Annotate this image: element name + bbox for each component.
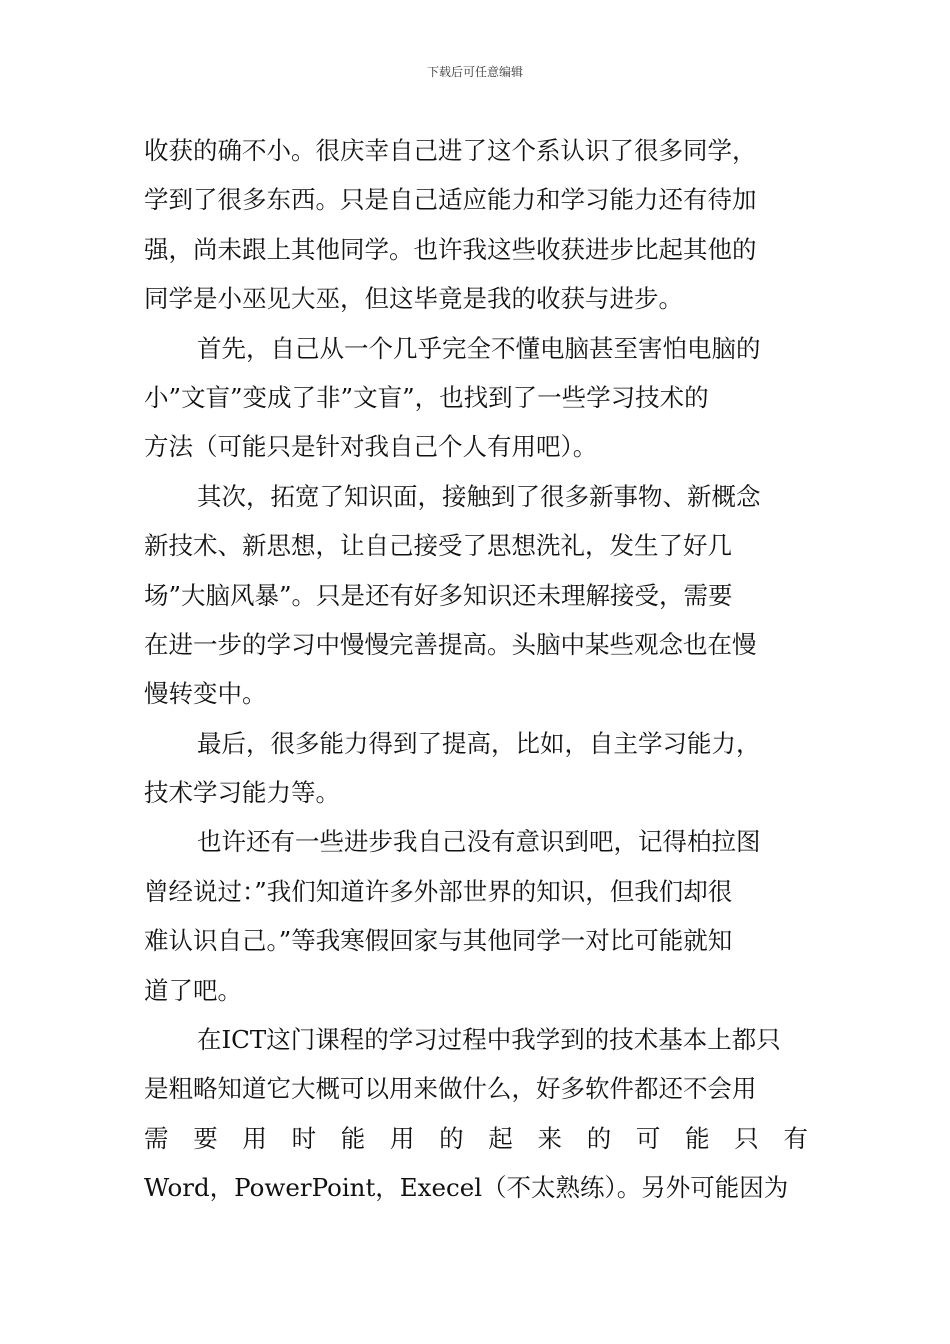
text-line: 强，尚未跟上其他同学。也许我这些收获进步比起其他的 <box>144 234 757 264</box>
text-line: 道了吧。 <box>144 975 242 1005</box>
justified-char: 来 <box>537 1123 562 1153</box>
justified-char: 能 <box>685 1123 710 1153</box>
text-line: 在进一步的学习中慢慢完善提高。头脑中某些观念也在慢 <box>144 629 757 659</box>
text-line: 难认识自己。”等我寒假回家与其他同学一对比可能就知 <box>144 926 733 956</box>
paragraph-first-line: 在ICT这门课程的学习过程中我学到的技术基本上都只 <box>197 1025 781 1055</box>
text-line: 小”文盲”变成了非”文盲”，也找到了一些学习技术的 <box>144 382 709 412</box>
justified-char: 的 <box>586 1123 612 1153</box>
text-line: 曾经说过：”我们知道许多外部世界的知识，但我们却很 <box>144 876 733 906</box>
text-line: Word，PowerPoint，Execel（不太熟练）。另外可能因为 <box>144 1173 789 1203</box>
justified-char: 有 <box>783 1123 808 1153</box>
justified-char: 用 <box>389 1123 415 1153</box>
justified-char: 的 <box>439 1123 464 1153</box>
justified-char: 时 <box>291 1123 317 1153</box>
justified-char: 要 <box>193 1123 218 1153</box>
text-line: 场”大脑风暴”。只是还有好多知识还未理解接受，需要 <box>144 580 733 610</box>
text-line: 新技术、新思想，让自己接受了思想洗礼，发生了好几 <box>144 531 732 561</box>
text-line: 收获的确不小。很庆幸自己进了这个系认识了很多同学， <box>144 136 757 165</box>
paragraph-first-line: 也许还有一些进步我自己没有意识到吧，记得柏拉图 <box>197 827 761 857</box>
paragraph-first-line: 其次，拓宽了知识面，接触到了很多新事物、新概念 <box>197 481 761 511</box>
justified-char: 可 <box>635 1123 661 1153</box>
text-line: 慢转变中。 <box>144 679 267 709</box>
paragraph-first-line: 最后，很多能力得到了提高，比如，自主学习能力， <box>197 728 761 758</box>
body-text <box>144 126 808 1213</box>
page-header: 下载后可任意编辑 <box>426 65 523 79</box>
text-line: 学到了很多东西。只是自己适应能力和学习能力还有待加 <box>144 185 757 215</box>
text-line: 同学是小巫见大巫，但这毕竟是我的收获与进步。 <box>144 284 683 314</box>
paragraph-first-line: 首先，自己从一个几乎完全不懂电脑甚至害怕电脑的 <box>197 333 761 363</box>
justified-char: 需 <box>144 1123 169 1153</box>
justified-text-line <box>144 1114 808 1163</box>
justified-char: 能 <box>340 1123 366 1153</box>
text-line: 是粗略知道它大概可以用来做什么，好多软件都还不会用 <box>144 1074 757 1104</box>
text-line: 技术学习能力等。 <box>144 778 340 808</box>
justified-char: 用 <box>242 1123 267 1153</box>
text-line: 方法（可能只是针对我自己个人有用吧）。 <box>144 432 598 462</box>
justified-char: 只 <box>734 1123 759 1153</box>
justified-char: 起 <box>488 1123 513 1153</box>
